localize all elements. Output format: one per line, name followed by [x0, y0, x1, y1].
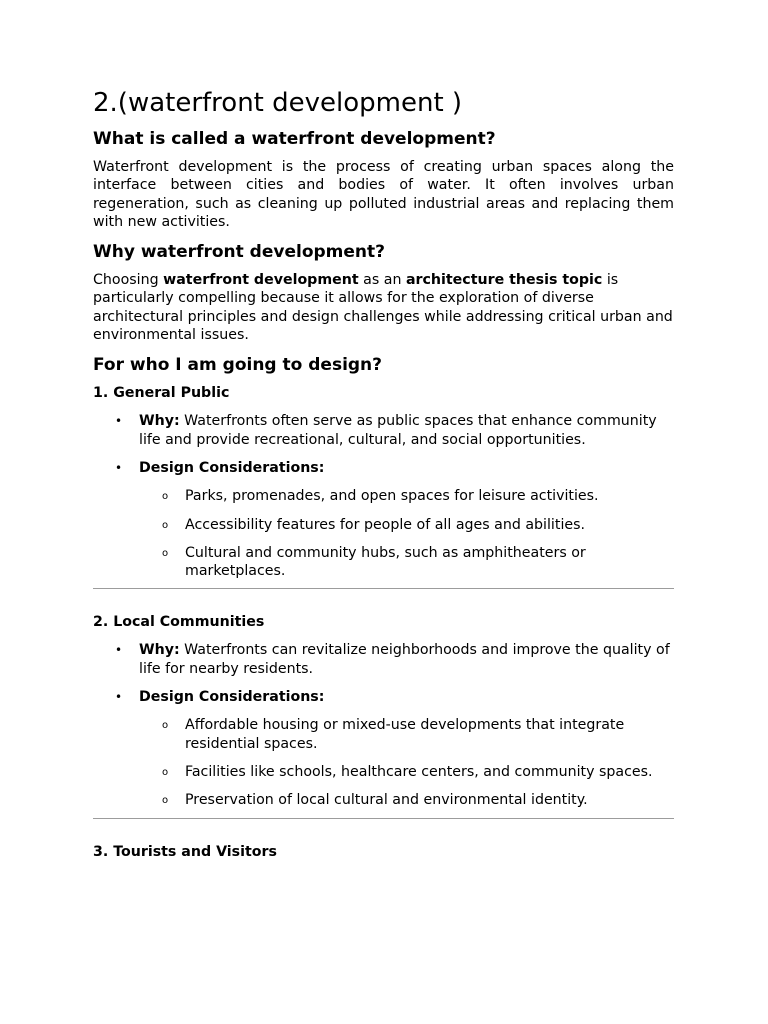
group-title-local-communities: 2. Local Communities	[93, 614, 265, 631]
group-title-tourists: 3. Tourists and Visitors	[93, 843, 277, 860]
considerations-list	[139, 487, 674, 580]
why-description: Waterfronts can revitalize neighborhoods and improve the quality of life for nearby residents.	[139, 642, 670, 677]
definition-paragraph: Waterfront development is the process of creating urban spaces along the interface between cities and bodies of water. It often involves urban regeneration, such as cleaning up polluted industrial areas and replacing them with new activities.	[93, 159, 674, 230]
list-item: o Facilities like schools, healthcare centers, and community spaces.	[185, 763, 674, 781]
section-heading-definition: What is called a waterfront development?	[93, 129, 496, 149]
design-considerations-label: Design Considerations:	[139, 689, 325, 706]
divider	[93, 588, 674, 589]
list-item	[139, 412, 674, 449]
list-item: o Preservation of local cultural and environmental identity.	[185, 791, 674, 809]
page-title: 2.(waterfront development )	[93, 88, 463, 118]
why-label: Why:	[139, 642, 180, 659]
why-text-2: as an	[358, 272, 406, 289]
group-title-general-public: 1. General Public	[93, 385, 230, 402]
list-item: o Cultural and community hubs, such as amphitheaters or marketplaces.	[185, 544, 674, 581]
why-text-3: is particularly compelling because it allows for the exploration of diverse architectural principles and design challenges while addressing critical urban and environmental issues.	[93, 272, 673, 344]
considerations-list	[139, 716, 674, 809]
why-text-1: Choosing	[93, 272, 164, 289]
section-heading-audience: For who I am going to design?	[93, 355, 383, 376]
list-item	[139, 688, 674, 809]
why-bold-thesis: architecture thesis topic	[405, 272, 603, 289]
local-communities-list	[93, 641, 674, 809]
list-item	[139, 459, 674, 580]
list-item	[139, 641, 674, 678]
why-description: Waterfronts often serve as public spaces that enhance community life and provide recreational, cultural, and social opportunities.	[139, 413, 657, 448]
list-item: o Parks, promenades, and open spaces for leisure activities.	[185, 487, 674, 505]
divider	[93, 818, 674, 819]
why-bold-topic: waterfront development	[163, 272, 359, 289]
why-paragraph	[93, 271, 674, 344]
list-item: o Affordable housing or mixed-use developments that integrate residential spaces.	[185, 716, 674, 753]
list-item: o Accessibility features for people of all ages and abilities.	[185, 516, 674, 534]
design-considerations-label: Design Considerations:	[139, 459, 325, 476]
why-label: Why:	[139, 413, 180, 430]
general-public-list	[93, 412, 674, 580]
section-heading-why: Why waterfront development?	[93, 242, 385, 263]
